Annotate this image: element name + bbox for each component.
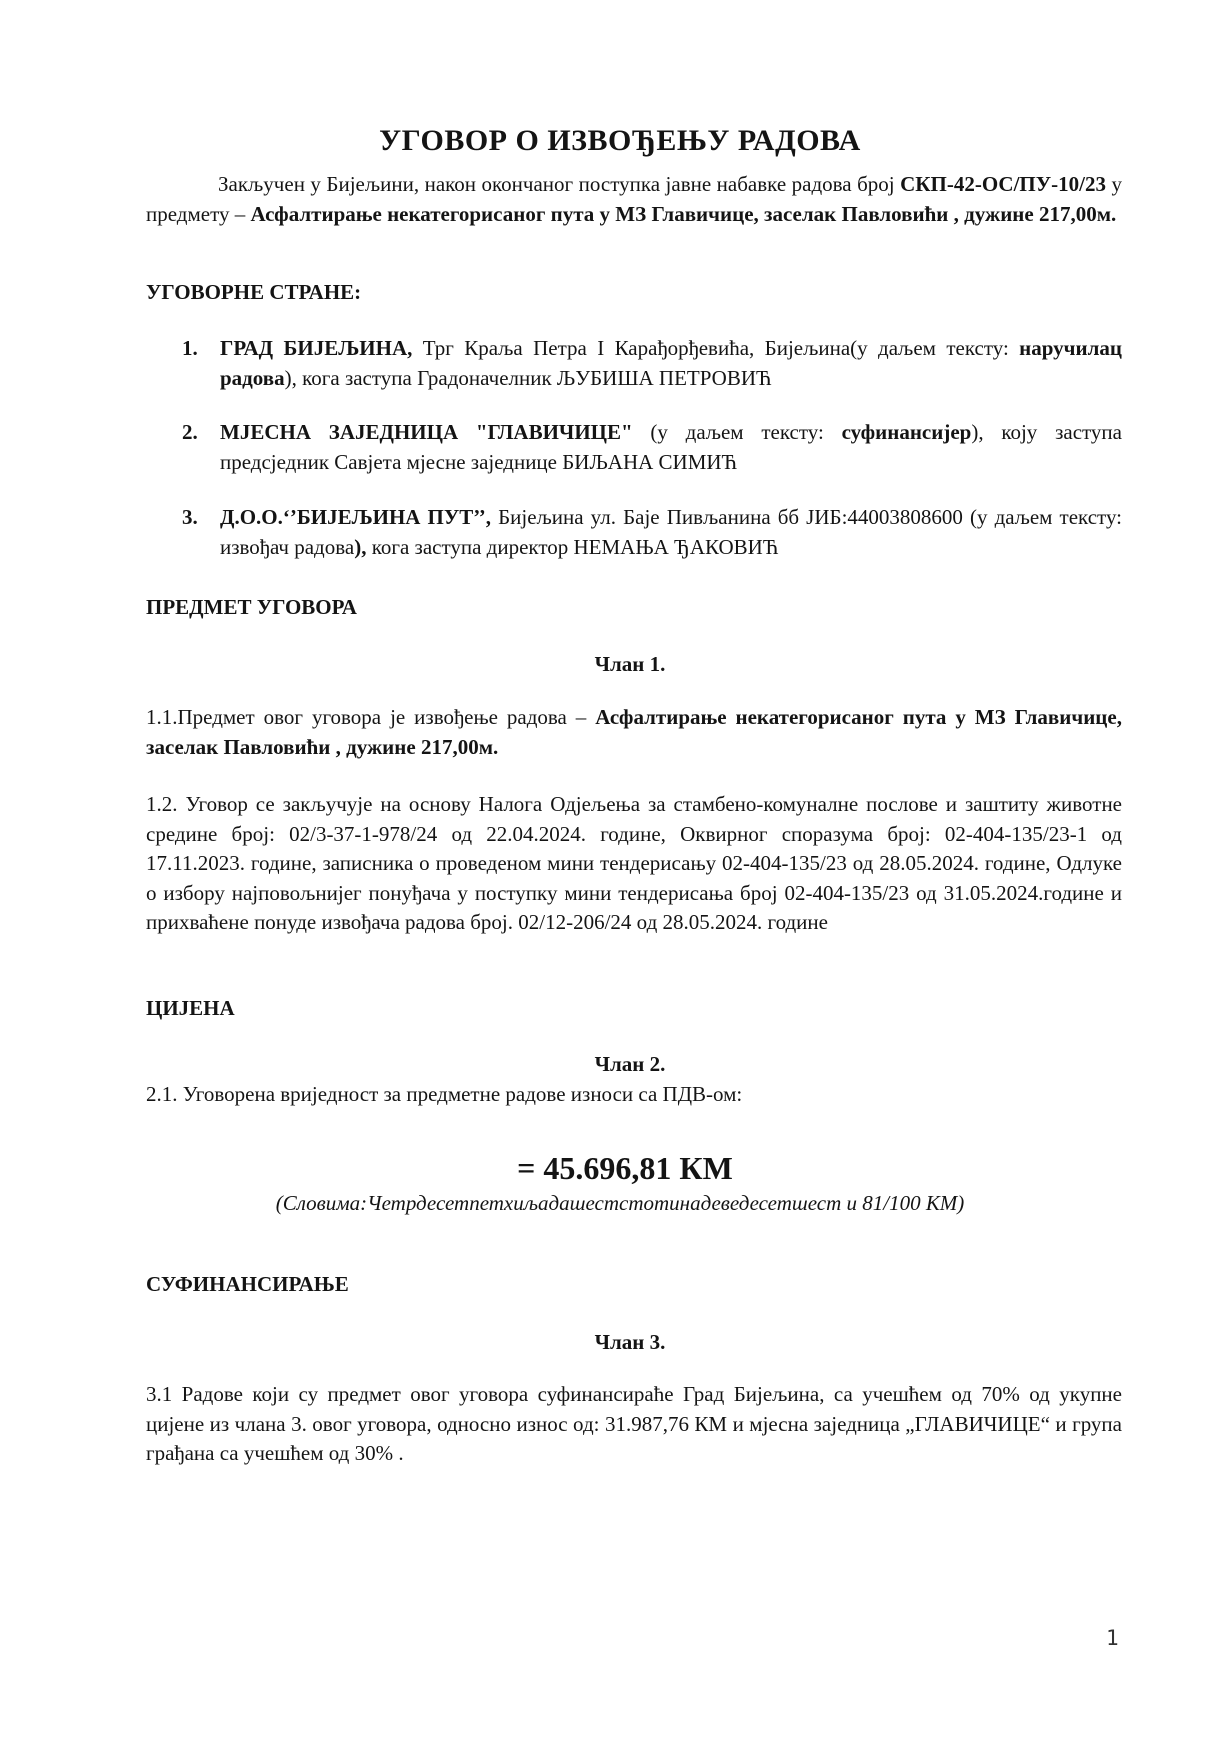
contract-amount: = 45.696,81 КМ xyxy=(517,1150,733,1186)
party-text: ), кога заступа Градоначелник ЉУБИША ПЕТРОВИЋ xyxy=(284,366,772,390)
amount-in-words: (Словима:Четрдесетпетхиљадашестстотинадеведесетшест и 81/100 КМ) xyxy=(275,1191,965,1215)
party-1 xyxy=(182,333,1122,393)
party-name: Д.О.О.‘’БИЈЕЉИНА ПУТ’’, xyxy=(220,505,491,529)
page-number: 1 xyxy=(1106,1626,1119,1650)
intro-paragraph xyxy=(146,170,1122,229)
article-2-title: Члан 2. xyxy=(594,1052,666,1076)
article-text: 1.1.Предмет овог уговора је извођење радова – xyxy=(146,705,596,729)
party-name: МЈЕСНА ЗАЈЕДНИЦА "ГЛАВИЧИЦЕ" xyxy=(220,420,633,444)
party-2 xyxy=(182,417,1122,477)
party-text: ), коју заступа предсједник Савјета мјесне заједнице БИЉАНА СИМИЋ xyxy=(220,420,1122,474)
party-number: 3. xyxy=(182,505,198,529)
parties-heading: УГОВОРНЕ СТРАНЕ: xyxy=(146,280,362,304)
document-title: УГОВОР О ИЗВОЂЕЊУ РАДОВА xyxy=(379,124,861,157)
article-1-title: Члан 1. xyxy=(594,652,666,676)
article-1-paragraph-2: 1.2. Уговор се закључује на основу Налога Одјељења за стамбено-комуналне послове и заштиту животне средине број: 02/3-37-1-978/24 од 22.04.2024. године, Оквирног споразума број: 02-404-135/23-1 од 17.11.2023. године, записника о проведеном мини тендерисању 02-404-135/23 од 28.05.2024. године, Одлуке о избору најповољнијег понуђача у поступку мини тендерисања број 02-404-135/23 од 31.05.2024.године и прихваћене понуде извођача радова број. 02/12-206/24 од 28.05.2024. године xyxy=(146,792,1122,934)
article-2-paragraph-1: 2.1. Уговорена вриједност за предметне радове износи са ПДВ-ом: xyxy=(146,1082,743,1106)
party-name: ГРАД БИЈЕЉИНА, xyxy=(220,336,413,360)
party-text: Бијељина ул. Баје Пивљанина бб ЈИБ:44003808600 (у даљем тексту: извођач радова xyxy=(220,505,1122,559)
party-text: (у даљем тексту: xyxy=(632,420,842,444)
article-subject: Асфалтирање некатегорисаног пута у МЗ Главичице, заселак Павловићи , дужине 217,00м. xyxy=(146,705,1122,759)
procurement-number: СКП-42-ОС/ПУ-10/23 xyxy=(900,172,1106,196)
party-number: 2. xyxy=(182,420,198,444)
article-1-paragraph-1 xyxy=(146,703,1122,762)
party-text: Трг Краља Петра I Карађорђевића, Бијељина(у даљем тексту: xyxy=(412,336,1020,360)
intro-text-2: у предмету – xyxy=(146,172,1122,226)
subject-description: Асфалтирање некатегорисаног пута у МЗ Главичице, заселак Павловићи , дужине 217,00м. xyxy=(250,201,1117,226)
cofinancing-heading: СУФИНАНСИРАЊЕ xyxy=(146,1272,349,1296)
party-text: кога заступа директор НЕМАЊА ЂАКОВИЋ xyxy=(366,535,779,559)
party-role: ), xyxy=(354,535,367,559)
price-heading: ЦИЈЕНА xyxy=(146,996,235,1020)
article-3-title: Члан 3. xyxy=(594,1330,666,1354)
party-number: 1. xyxy=(182,336,198,360)
party-role: суфинансијер xyxy=(841,420,972,444)
party-role: наручилац радова xyxy=(220,336,1122,390)
article-3-paragraph-1: 3.1 Радове који су предмет овог уговора суфинансираће Град Бијељина, са учешћем од 70% од укупне цијене из члана 3. овог уговора, односно износ од: 31.987,76 КМ и мјесна заједница „ГЛАВИЧИЦЕ“ и група грађана са учешћем од 30% . xyxy=(146,1382,1122,1465)
party-3 xyxy=(182,502,1122,562)
intro-text-1: Закључен у Бијељини, након окончаног поступка јавне набавке радова број xyxy=(218,172,901,196)
subject-heading: ПРЕДМЕТ УГОВОРА xyxy=(146,595,357,619)
